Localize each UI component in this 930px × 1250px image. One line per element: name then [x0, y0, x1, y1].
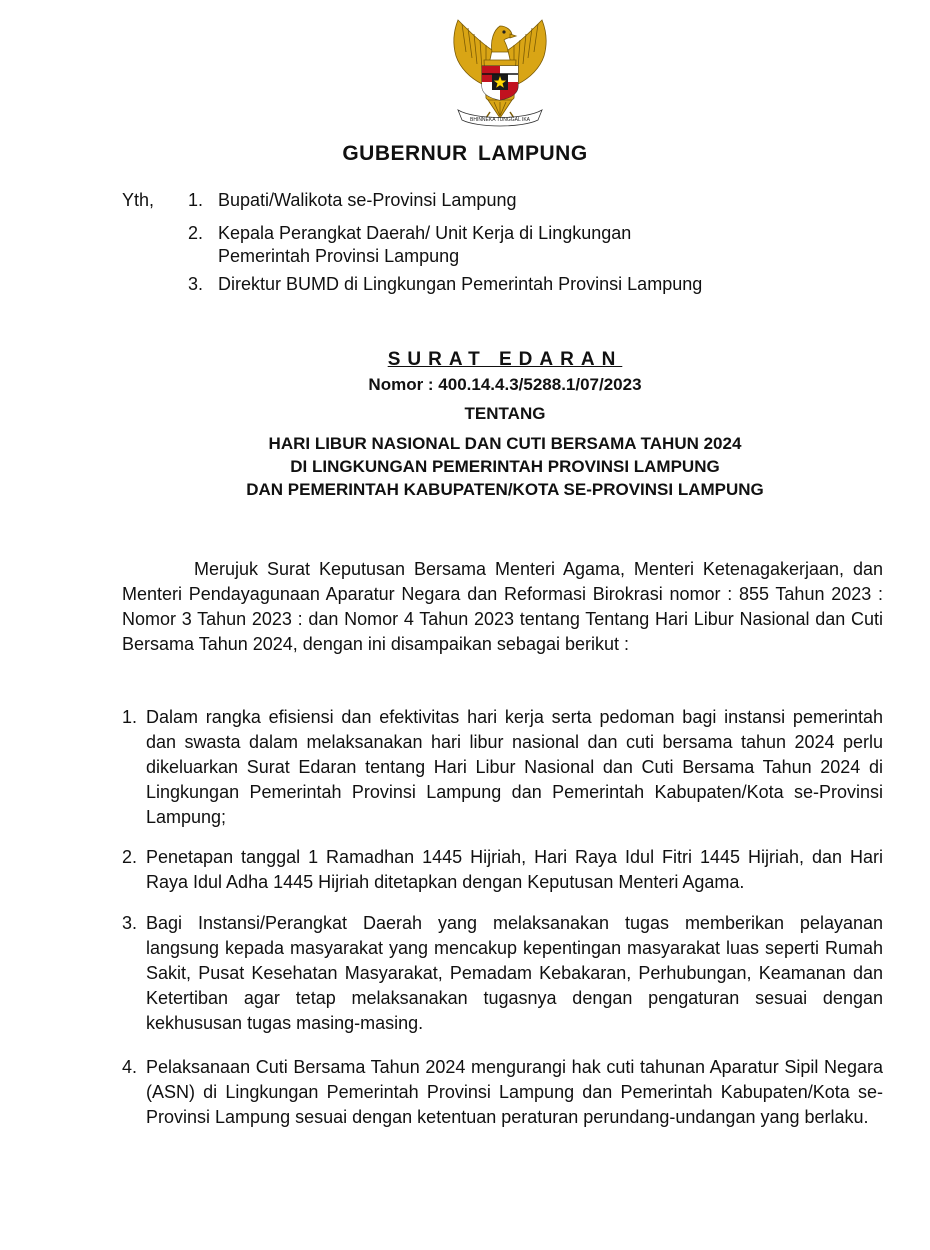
recipient-item: [188, 189, 828, 212]
list-item: [122, 911, 883, 1036]
garuda-pancasila-emblem-icon: [440, 12, 560, 130]
list-item-text: Penetapan tanggal 1 Ramadhan 1445 Hijriah, Hari Raya Idul Fitri 1445 Hijriah, dan Hari Raya Idul Adha 1445 Hijriah ditetapkan dengan Keputusan Menteri Agama.: [146, 847, 883, 892]
recipient-text: Bupati/Walikota se-Provinsi Lampung: [218, 190, 517, 210]
emblem-ribbon-text: BHINNEKA TUNGGAL IKA: [469, 117, 531, 123]
recipient-text: Pemerintah Provinsi Lampung: [218, 246, 460, 266]
subject-line: DI LINGKUNGAN PEMERINTAH PROVINSI LAMPUNG: [290, 457, 720, 476]
recipient-item: [188, 273, 828, 296]
recipient-text: Direktur BUMD di Lingkungan Pemerintah Provinsi Lampung: [218, 274, 703, 294]
list-item-text: Dalam rangka efisiensi dan efektivitas hari kerja serta pedoman bagi instansi pemerintah dan swasta dalam melaksanakan hari libur nasional dan cuti bersama tahun 2024 perlu dikeluarkan Surat Edaran tentang Hari Libur Nasional dan Cuti Bersama Tahun 2024 di Lingkungan Pemerintah Provinsi Lampung dan Pemerintah Kabupaten/Kota se-Provinsi Lampung;: [146, 707, 883, 827]
addressee-label: Yth,: [122, 190, 155, 210]
list-item-text: Pelaksanaan Cuti Bersama Tahun 2024 mengurangi hak cuti tahunan Aparatur Sipil Negara (ASN) di Lingkungan Pemerintah Provinsi Lampung dan Pemerintah Kabupaten/Kota se-Provinsi Lampung sesuai dengan ketentuan peraturan perundang-undangan yang berlaku.: [146, 1057, 883, 1127]
list-item-number: 1.: [122, 707, 138, 727]
circular-title: SURAT EDARAN: [387, 349, 623, 370]
subject-line: HARI LIBUR NASIONAL DAN CUTI BERSAMA TAHUN 2024: [268, 434, 742, 453]
list-item-number: 3.: [122, 913, 138, 933]
list-item: [122, 1055, 883, 1130]
list-item: [122, 705, 883, 830]
recipient-text: Kepala Perangkat Daerah/ Unit Kerja di Lingkungan: [218, 223, 632, 243]
list-item-number: 2.: [122, 847, 138, 867]
circular-subject: [0, 432, 930, 501]
list-item-number: 4.: [122, 1057, 138, 1077]
subject-line: DAN PEMERINTAH KABUPATEN/KOTA SE-PROVINSI LAMPUNG: [246, 480, 764, 499]
list-item: [122, 845, 883, 895]
circular-about-label: TENTANG: [464, 404, 546, 423]
recipient-number: 2.: [188, 223, 204, 243]
recipient-number: 3.: [188, 274, 204, 294]
recipient-number: 1.: [188, 190, 204, 210]
circular-number: Nomor : 400.14.4.3/5288.1/07/2023: [368, 375, 642, 394]
intro-paragraph: Merujuk Surat Keputusan Bersama Menteri Agama, Menteri Ketenagakerjaan, dan Menteri Pendayagunaan Aparatur Negara dan Reformasi Birokrasi nomor : 855 Tahun 2023 : Nomor 3 Tahun 2023 : dan Nomor 4 Tahun 2023 tentang Tentang Hari Libur Nasional dan Cuti Bersama Tahun 2024, dengan ini disampaikan sebagai berikut :: [122, 559, 883, 654]
recipient-item: [188, 222, 828, 268]
document-heading: GUBERNUR LAMPUNG: [342, 142, 588, 165]
list-item-text: Bagi Instansi/Perangkat Daerah yang melaksanakan tugas memberikan pelayanan langsung kepada masyarakat yang mencakup kepentingan masyarakat luas seperti Rumah Sakit, Pusat Kesehatan Masyarakat, Pemadam Kebakaran, Perhubungan, Keamanan dan Ketertiban agar tetap melaksanakan tugasnya dengan pengaturan sesuai dengan kekhususan tugas masing-masing.: [146, 913, 883, 1033]
